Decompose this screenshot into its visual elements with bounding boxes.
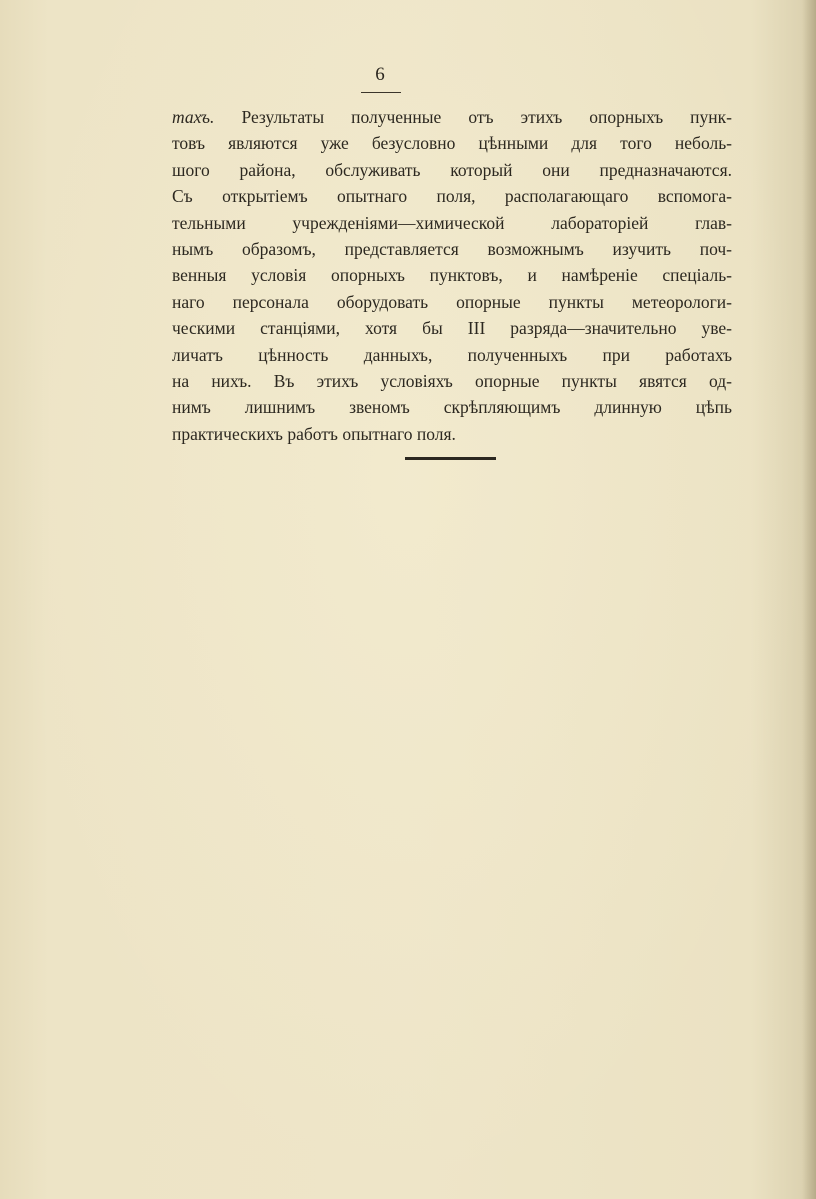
page-number: 6 — [375, 64, 385, 85]
text-line: личатъ цѣнность данныхъ, полученныхъ при работахъ — [172, 344, 732, 365]
body-paragraph — [172, 104, 732, 447]
text-line: нымъ образомъ, представляется возможнымъ изучить поч- — [172, 238, 732, 259]
text-line: тельными учрежденіями—химической лабораторіей глав- — [172, 212, 732, 233]
text-line-rest: Результаты полученные отъ этихъ опорныхъ пунк- — [214, 107, 732, 127]
text-line: наго персонала оборудовать опорные пункты метеорологи- — [172, 291, 732, 312]
page-number-rule — [361, 92, 401, 93]
text-line: на нихъ. Въ этихъ условіяхъ опорные пункты явятся од- — [172, 370, 732, 391]
text-line — [172, 104, 732, 130]
italic-word: тахъ. — [172, 107, 215, 127]
text-line: Съ открытіемъ опытнаго поля, располагающаго вспомога- — [172, 186, 732, 207]
text-line: венныя условія опорныхъ пунктовъ, и намѣреніе спеціаль- — [172, 265, 732, 286]
page-edge-shadow — [802, 0, 816, 1199]
text-line: шого района, обслуживать который они предназначаются. — [172, 159, 732, 180]
text-line: товъ являются уже безусловно цѣнными для того неболь- — [172, 133, 732, 154]
end-of-text-rule — [405, 457, 496, 460]
text-line: нимъ лишнимъ звеномъ скрѣпляющимъ длинную цѣпь — [172, 397, 732, 418]
text-line: ческими станціями, хотя бы III разряда—значительно уве- — [172, 318, 732, 339]
text-line-last: практическихъ работъ опытнаго поля. — [172, 423, 456, 444]
